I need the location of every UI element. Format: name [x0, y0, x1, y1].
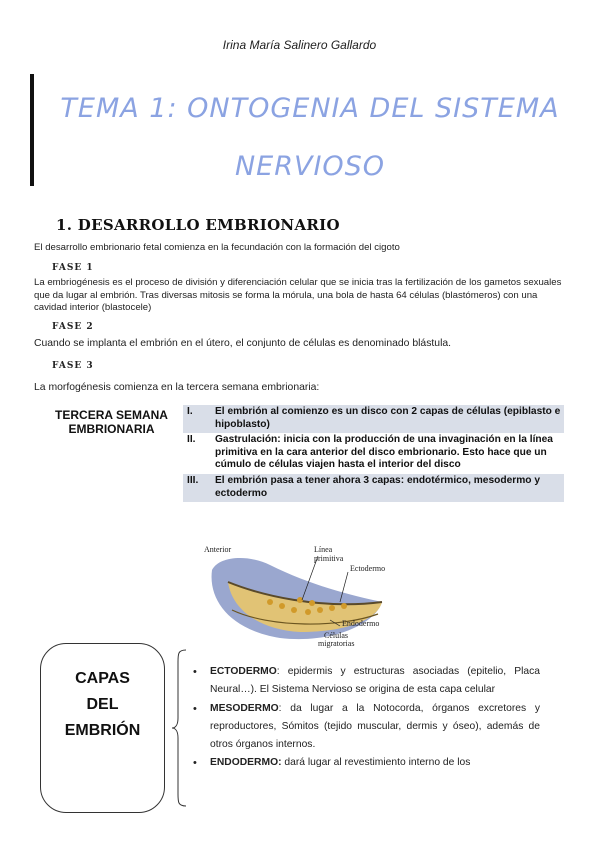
week-label-line-2: EMBRIONARIA — [68, 422, 155, 436]
step-text: El embrión pasa a tener ahora 3 capas: endotérmico, mesodermo y ectodermo — [215, 474, 540, 499]
fase-2-paragraph: Cuando se implanta el embrión en el útero, el conjunto de células es denominado blástula. — [34, 338, 452, 349]
title-side-rule — [30, 74, 34, 186]
week-label — [44, 408, 179, 436]
step-item — [183, 433, 564, 474]
curly-brace — [170, 648, 188, 808]
label-primitiva: primitiva — [314, 554, 344, 563]
label-endodermo: Endodermo — [342, 619, 380, 628]
fase-1-label: FASE 1 — [52, 263, 94, 273]
week-steps-list — [183, 405, 564, 502]
capas-line-2: DEL — [86, 696, 119, 713]
step-text: El embrión al comienzo es un disco con 2 capas de células (epiblasto e hipoblasto) — [215, 406, 561, 430]
capas-title — [40, 666, 165, 744]
page-title — [40, 80, 580, 196]
bullet-icon: • — [193, 702, 197, 715]
list-item — [190, 754, 540, 772]
title-line-2: NERVIOSO — [234, 151, 386, 182]
layer-term: ENDODERMO: — [210, 757, 282, 769]
title-line-1: TEMA 1: ONTOGENIA DEL SISTEMA — [60, 93, 560, 124]
embryo-disc-illustration — [200, 540, 400, 650]
list-item — [190, 663, 540, 700]
step-item — [183, 474, 564, 502]
fase-3-paragraph: La morfogénesis comienza en la tercera semana embrionaria: — [34, 382, 320, 393]
label-ectodermo: Ectodermo — [350, 564, 386, 573]
label-linea: Línea — [314, 545, 333, 554]
step-number: III. — [187, 474, 199, 486]
step-number: I. — [187, 406, 193, 417]
step-item — [183, 405, 564, 433]
author-name: Irina María Salinero Gallardo — [222, 38, 377, 52]
layer-term: MESODERMO — [210, 702, 279, 714]
capas-line-1: CAPAS — [75, 670, 130, 687]
step-text: Gastrulación: inicia con la producción de una invaginación en la línea primitiva en la cara anterior del disco embrionario. Esto hace que un cúmulo de células viajen hasta el interior del disco — [215, 434, 553, 471]
layer-term: ECTODERMO — [210, 666, 277, 677]
germ-layers-list — [190, 663, 540, 773]
capas-line-3: EMBRIÓN — [64, 722, 141, 739]
step-number: II. — [187, 434, 196, 446]
week-label-line-1: TERCERA SEMANA — [55, 408, 168, 422]
layer-description: dará lugar al revestimiento interno de los — [281, 757, 471, 769]
fase-2-label: FASE 2 — [52, 322, 94, 332]
bullet-icon: • — [193, 757, 197, 770]
label-celulas: Células — [324, 631, 348, 640]
list-item — [190, 700, 540, 755]
bullet-icon: • — [193, 666, 197, 678]
label-migratorias: migratorias — [318, 639, 355, 648]
intro-paragraph: El desarrollo embrionario fetal comienza en la fecundación con la formación del cigoto — [34, 242, 400, 253]
layer-description: : epidermis y estructuras asociadas (epitelio, Placa Neural…). El Sistema Nervioso se origina de esta capa celular — [210, 666, 540, 696]
fase-1-paragraph: La embriogénesis es el proceso de división y diferenciación celular que se inicia tras la fertilización de los gametos sexuales que da lugar al embrión. Tras diversas mitosis se forma la mórula, una bola de hasta 64 células (blastómeros) con una cavidad interior (blastocele) — [34, 277, 562, 313]
section-heading: 1. DESARROLLO EMBRIONARIO — [56, 216, 340, 234]
fase-3-label: FASE 3 — [52, 361, 94, 371]
label-anterior: Anterior — [204, 545, 232, 554]
layer-description: : da lugar a la Notocorda, órganos excretores y reproductores, Sómitos (tejido muscular, dermis y óseo), además de otros órganos internos. — [210, 702, 540, 751]
